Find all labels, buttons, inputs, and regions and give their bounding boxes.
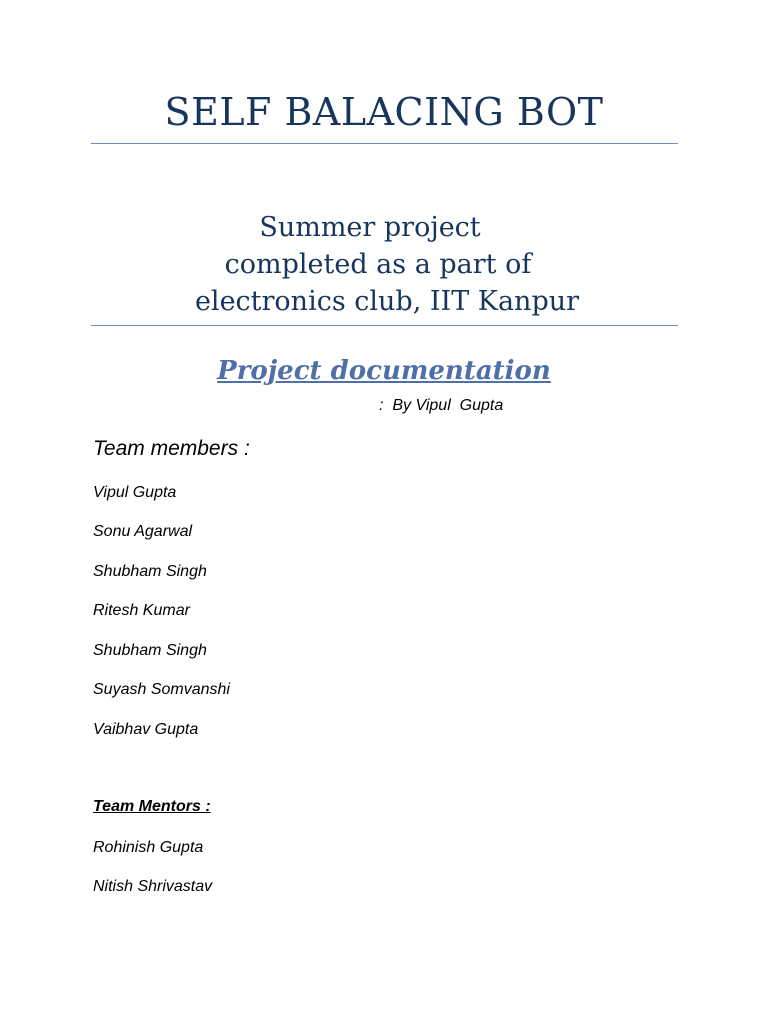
team-mentors-heading: Team Mentors : — [93, 798, 211, 815]
team-member: Ritesh Kumar — [93, 602, 190, 619]
team-mentor: Rohinish Gupta — [93, 839, 204, 856]
author-byline: : By Vipul Gupta — [379, 397, 504, 414]
subtitle-line-1: Summer project — [259, 212, 481, 243]
title-divider — [91, 143, 678, 144]
team-member: Vipul Gupta — [93, 484, 177, 501]
documentation-heading: Project documentation — [217, 356, 551, 386]
team-member: Shubham Singh — [93, 642, 207, 659]
team-member: Shubham Singh — [93, 563, 207, 580]
document-title: SELF BALACING BOT — [164, 90, 604, 134]
team-member: Suyash Somvanshi — [93, 681, 230, 698]
subtitle-line-3: electronics club, IIT Kanpur — [194, 286, 580, 317]
team-member: Sonu Agarwal — [93, 523, 193, 540]
subtitle-line-2: completed as a part of — [224, 249, 532, 280]
team-mentor: Nitish Shrivastav — [93, 878, 213, 895]
team-members-heading: Team members : — [93, 437, 250, 460]
team-member: Vaibhav Gupta — [93, 721, 199, 738]
subtitle-divider — [91, 325, 678, 326]
